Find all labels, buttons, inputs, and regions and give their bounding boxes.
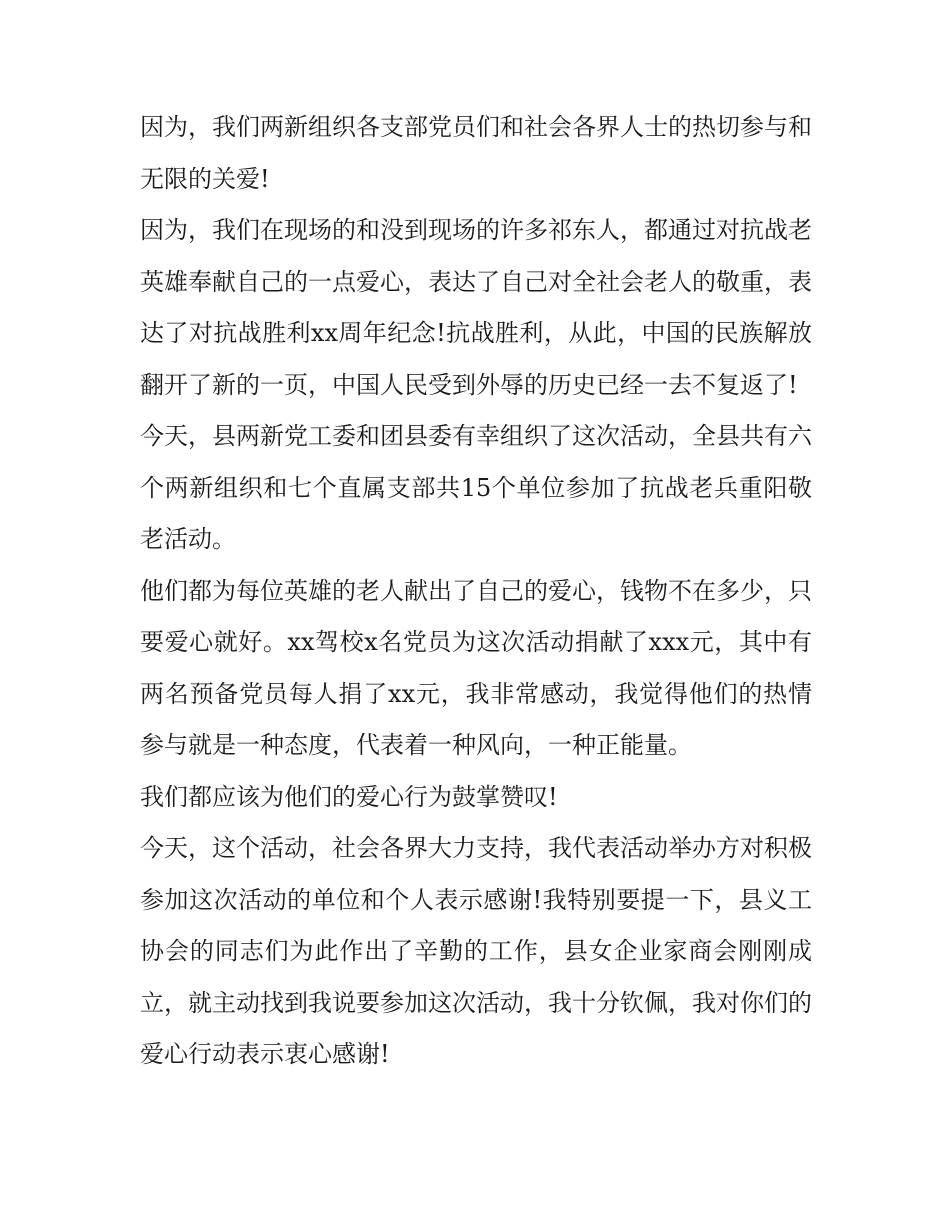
paragraph-5: 我们都应该为他们的爱心行为鼓掌赞叹!: [140, 782, 558, 811]
document-body: [140, 102, 812, 1081]
paragraph-4: 他们都为每位英雄的老人献出了自己的爱心，钱物不在多少，只要爱心就好。xx驾校x名党员为这次活动捐献了xxx元，其中有两名预备党员每人捐了xx元，我非常感动，我觉得他们的热情参与就是一种态度，代表着一种风向，一种正能量。: [140, 576, 812, 759]
paragraph-1: 因为，我们两新组织各支部党员们和社会各界人士的热切参与和无限的关爱!: [140, 113, 812, 193]
paragraph-2: 因为，我们在现场的和没到现场的许多祁东人，都通过对抗战老英雄奉献自己的一点爱心，表达了自己对全社会老人的敬重，表达了对抗战胜利xx周年纪念!抗战胜利，从此，中国的民族解放翻开了新的一页，中国人民受到外辱的历史已经一去不复返了!: [140, 216, 812, 399]
paragraph-6: 今天，这个活动，社会各界大力支持，我代表活动举办方对积极参加这次活动的单位和个人表示感谢!我特别要提一下，县义工协会的同志们为此作出了辛勤的工作，县女企业家商会刚刚成立，就主动找到我说要参加这次活动，我十分钦佩，我对你们的爱心行动表示衷心感谢!: [140, 834, 812, 1068]
paragraph-3: 今天，县两新党工委和团县委有幸组织了这次活动，全县共有六个两新组织和七个直属支部共15个单位参加了抗战老兵重阳敬老活动。: [140, 422, 812, 553]
